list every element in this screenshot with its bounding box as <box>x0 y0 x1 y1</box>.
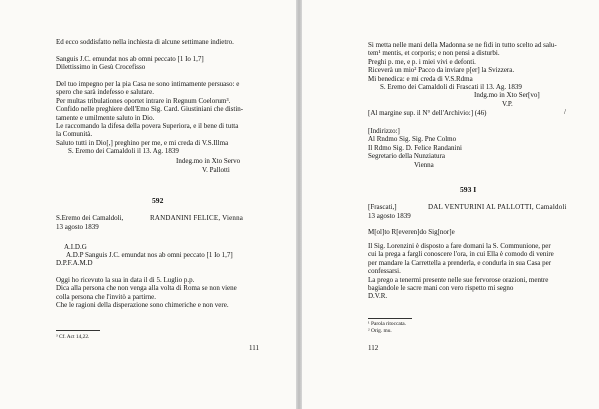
address-block <box>368 127 568 169</box>
text-line: confessarsi. <box>368 267 401 276</box>
margin-slash: / <box>564 108 566 116</box>
text-line: Oggi ho ricevuto la sua in data il di 5. Luglio p.p. <box>56 276 195 284</box>
signature-line-2: V. Pallotti <box>202 166 230 174</box>
text-line: Il Sig. Lorenzini è disposto a fare domani la S. Communione, per <box>368 242 551 250</box>
text-line: Sanguis J.C. emundat nos ab omni peccato [1 Io 1,7] <box>56 54 204 63</box>
text-line: tamente e umilmente saluto in Dio. <box>56 113 155 122</box>
blank-line <box>56 46 286 54</box>
footnote-rule <box>56 330 100 331</box>
text-line: [Indirizzo:] <box>368 127 400 135</box>
footnote-rule <box>368 318 412 319</box>
text-line: Preghi p. me, e p. i miei vivi e defonti. <box>368 57 476 66</box>
text-line: Ed ecco soddisfatto nella inchiesta di alcune settimane indietro. <box>56 38 234 46</box>
footnote: ² Orig. mu. <box>368 328 392 334</box>
document-number: 592 <box>152 196 164 205</box>
signature-line-1: Indeg.mo in Xto Servo <box>176 157 241 165</box>
document-number: 593 I <box>460 185 477 194</box>
text-line: la Comunità. <box>56 130 93 139</box>
page-number: 112 <box>368 344 379 352</box>
salutation: M[ol]to R[everen]do Sig[nor]e <box>368 228 455 236</box>
text-line: S. Eremo dei Camaldoli di Frascati il 13. Ag. 1839 <box>380 83 522 92</box>
text-line: Le raccomando la difesa della povera Superiora, e il bene di tutta <box>56 122 239 131</box>
date-line: 13 agosto 1839 <box>56 223 99 231</box>
text-line: Saluto tutti in Dio[,] preghino per me, e mi creda di V.S.Illma <box>56 138 229 147</box>
footnote: ¹ Parola ritoccata. <box>368 321 406 327</box>
text-line: Al Rndmo Sig. Sig. Pne Colmo <box>368 135 457 144</box>
date-line: 13 agosto 1839 <box>368 212 411 220</box>
text-line: tem¹ mentis, et corporis; e non pensi a disturbi. <box>368 49 500 58</box>
formula-line: A.D.P Sanguis J.C. emundat nos ab omni peccato [1 Io 1,7] <box>66 251 233 259</box>
text-line: Il Rdmo Sig. D. Felice Randanini <box>368 143 462 152</box>
right-page <box>302 0 599 409</box>
text-line: Per multas tribulationes oportet intrare in Regnum Coelorum³. <box>56 96 231 105</box>
recipient-heading: DAL VENTURINI AL PALLOTTI, Camaldoli <box>428 203 567 211</box>
text-line: Che le ragioni della disperazione sono chimeriche e non vere. <box>56 301 229 310</box>
signature-line-2: V.P. <box>502 100 513 108</box>
formula-line: D.P.F.A.M.D <box>56 259 93 267</box>
text-line: S. Eremo dei Camaldoli il 13. Ag. 1839 <box>68 147 179 156</box>
text-line: Dica alla persona che non venga alla volta di Roma se non viene <box>56 284 237 293</box>
text-line: Dilettissimo in Gesù Crocefisso <box>56 63 146 72</box>
letter-592-body <box>56 276 286 310</box>
formula-line: A.I.D.G <box>64 243 87 251</box>
text-line: colla persona che l'invitò a partirne. <box>56 292 156 301</box>
text-line: Del tuo impegno per la pia Casa ne sono intimamente persuaso: e <box>56 80 240 89</box>
text-line: La prego a tenermi presente nelle sue fervorose orazioni, mentre <box>368 275 549 284</box>
footnote: ³ Cf. Act 14,22. <box>56 334 90 340</box>
text-line: per mandare la Carrettella a prenderla, e condurla in sua Casa per <box>368 258 552 267</box>
place-line: [Frascati,] <box>368 203 397 211</box>
place-line: S.Eremo dei Camaldoli, <box>56 214 124 222</box>
text-line: cui la prega a fargli conoscere l'ora, in cui Ella è comodo di venire <box>368 250 554 259</box>
recipient-heading: RANDANINI FELICE, Vienna <box>150 214 244 222</box>
letter-593-body <box>368 242 596 301</box>
letter-591-continuation <box>368 41 596 91</box>
text-line: D.V.R. <box>368 292 388 301</box>
page-number: 111 <box>249 344 259 352</box>
text-line: Segretario della Nunziatura <box>368 152 445 161</box>
text-line: Vienna <box>414 160 434 169</box>
left-page <box>0 0 296 409</box>
letter-591-ending <box>56 38 286 156</box>
text-line: Si metta nelle mani della Madonna se ne fidi in tutto scelto ad salu- <box>368 41 557 49</box>
text-line: Confido nelle preghiere dell'Emo Sig. Card. Giustiniani che distin- <box>56 105 244 114</box>
text-line: bagiandole le sacre mani con vero rispetto mi segno <box>368 284 514 293</box>
blank-line <box>56 72 286 80</box>
text-line: spero che sarà indefesso e salutare. <box>56 88 154 97</box>
margin-note: [Al margine sup. il N° dell'Archivio:] (46) <box>368 109 487 117</box>
signature-line-1: Indg.mo in Xto Ser[vo] <box>474 91 540 99</box>
text-line: Riceverà un mio² Pacco da inviare p[er] la Svizzera. <box>368 66 515 75</box>
text-line: Mi benedica: e mi creda di V.S.Rdma <box>368 74 473 83</box>
